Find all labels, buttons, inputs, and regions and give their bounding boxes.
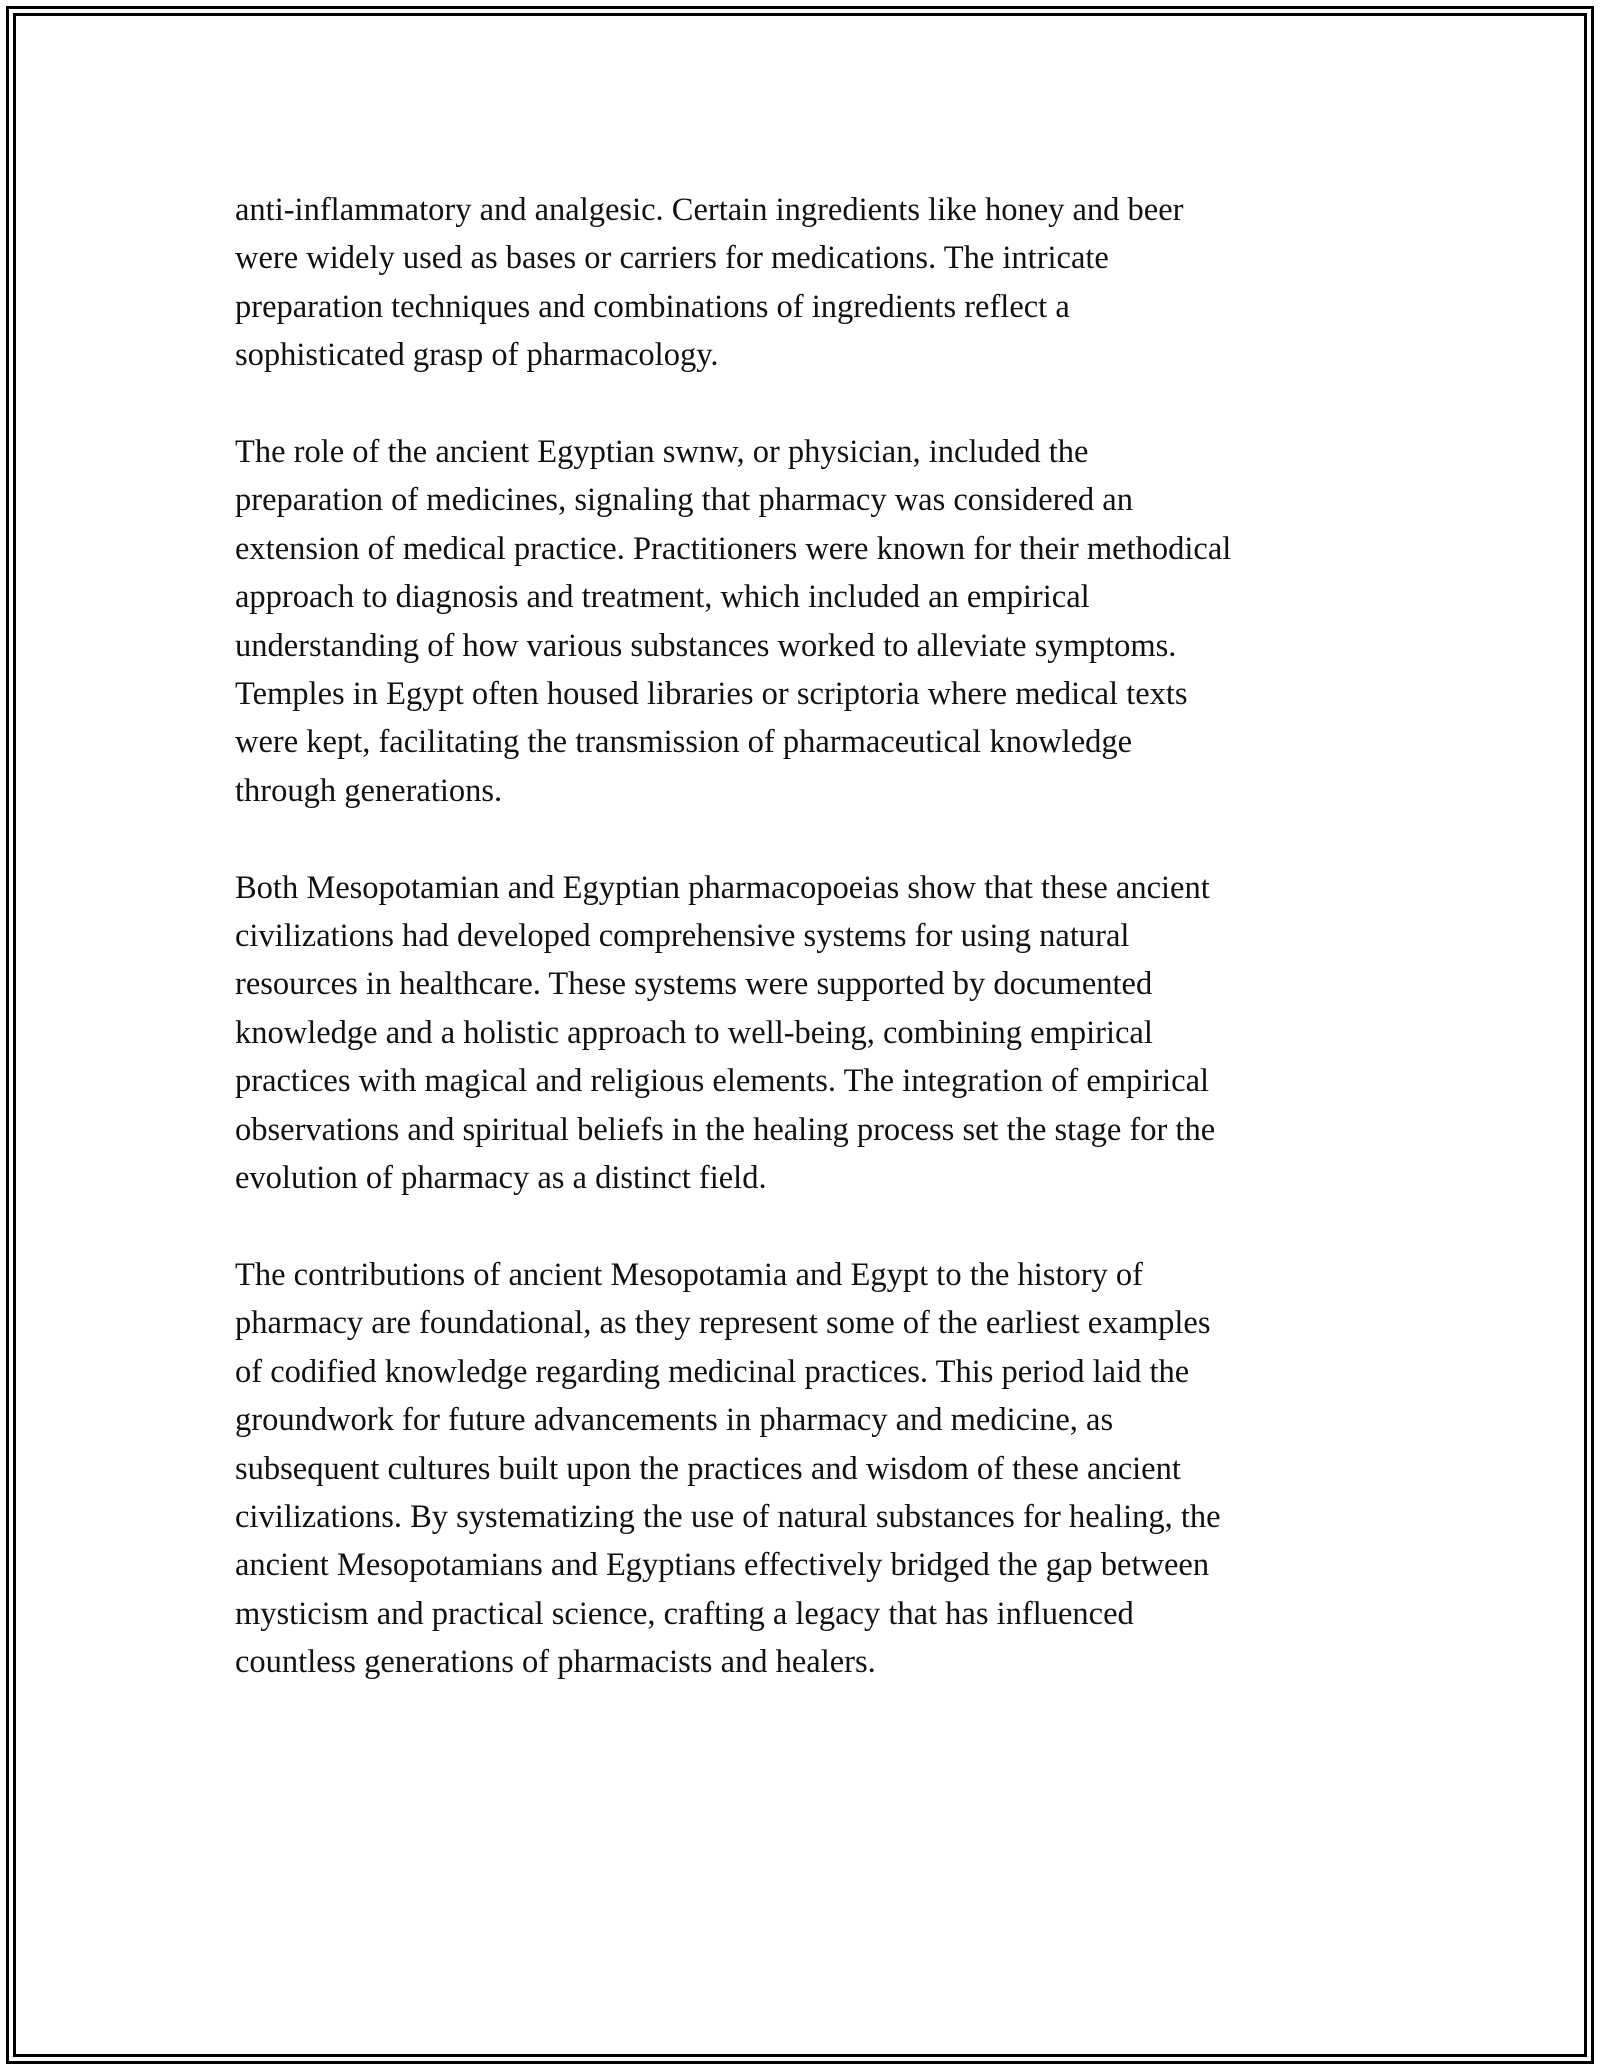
text-line: pharmacy are foundational, as they represent some of the earliest examples <box>235 1305 1211 1342</box>
text-line: subsequent cultures built upon the practices and wisdom of these ancient <box>235 1450 1181 1487</box>
text-line: groundwork for future advancements in pharmacy and medicine, as <box>235 1402 1114 1439</box>
text-line: ancient Mesopotamians and Egyptians effectively bridged the gap between <box>235 1547 1210 1584</box>
text-line: were widely used as bases or carriers for medications. The intricate <box>235 240 1109 277</box>
paragraph-2 <box>235 428 1365 815</box>
text-line: observations and spiritual beliefs in the healing process set the stage for the <box>235 1111 1216 1148</box>
text-line: approach to diagnosis and treatment, which included an empirical <box>235 579 1090 616</box>
text-line: sophisticated grasp of pharmacology. <box>235 337 719 374</box>
text-line: practices with magical and religious elements. The integration of empirical <box>235 1063 1210 1100</box>
text-line: Both Mesopotamian and Egyptian pharmacopoeias show that these ancient <box>235 869 1210 906</box>
text-line: resources in healthcare. These systems were supported by documented <box>235 966 1153 1003</box>
text-line: understanding of how various substances worked to alleviate symptoms. <box>235 627 1177 664</box>
text-line: anti-inflammatory and analgesic. Certain ingredients like honey and beer <box>235 192 1184 228</box>
paragraph-4 <box>235 1251 1365 1687</box>
text-line: The role of the ancient Egyptian swnw, or physician, included the <box>235 434 1089 471</box>
text-line: evolution of pharmacy as a distinct field. <box>235 1160 767 1197</box>
text-line: preparation techniques and combinations of ingredients reflect a <box>235 288 1070 325</box>
text-line: of codified knowledge regarding medicinal practices. This period laid the <box>235 1353 1190 1390</box>
text-line: through generations. <box>235 772 503 809</box>
text-line: Temples in Egypt often housed libraries or scriptoria where medical texts <box>235 676 1188 713</box>
text-line: were kept, facilitating the transmission of pharmaceutical knowledge <box>235 724 1133 761</box>
text-line: knowledge and a holistic approach to well-being, combining empirical <box>235 1014 1153 1051</box>
text-line: extension of medical practice. Practitioners were known for their methodical <box>235 530 1232 567</box>
text-line: countless generations of pharmacists and healers. <box>235 1644 876 1681</box>
paragraph-1 <box>235 186 1365 380</box>
text-line: civilizations had developed comprehensive systems for using natural <box>235 918 1130 955</box>
text-line: mysticism and practical science, crafting a legacy that has influenced <box>235 1595 1134 1632</box>
paragraph-3 <box>235 864 1365 1203</box>
text-line: The contributions of ancient Mesopotamia and Egypt to the history of <box>235 1256 1144 1293</box>
document-body <box>235 186 1365 1687</box>
text-line: preparation of medicines, signaling that pharmacy was considered an <box>235 482 1133 519</box>
text-line: civilizations. By systematizing the use of natural substances for healing, the <box>235 1498 1221 1535</box>
